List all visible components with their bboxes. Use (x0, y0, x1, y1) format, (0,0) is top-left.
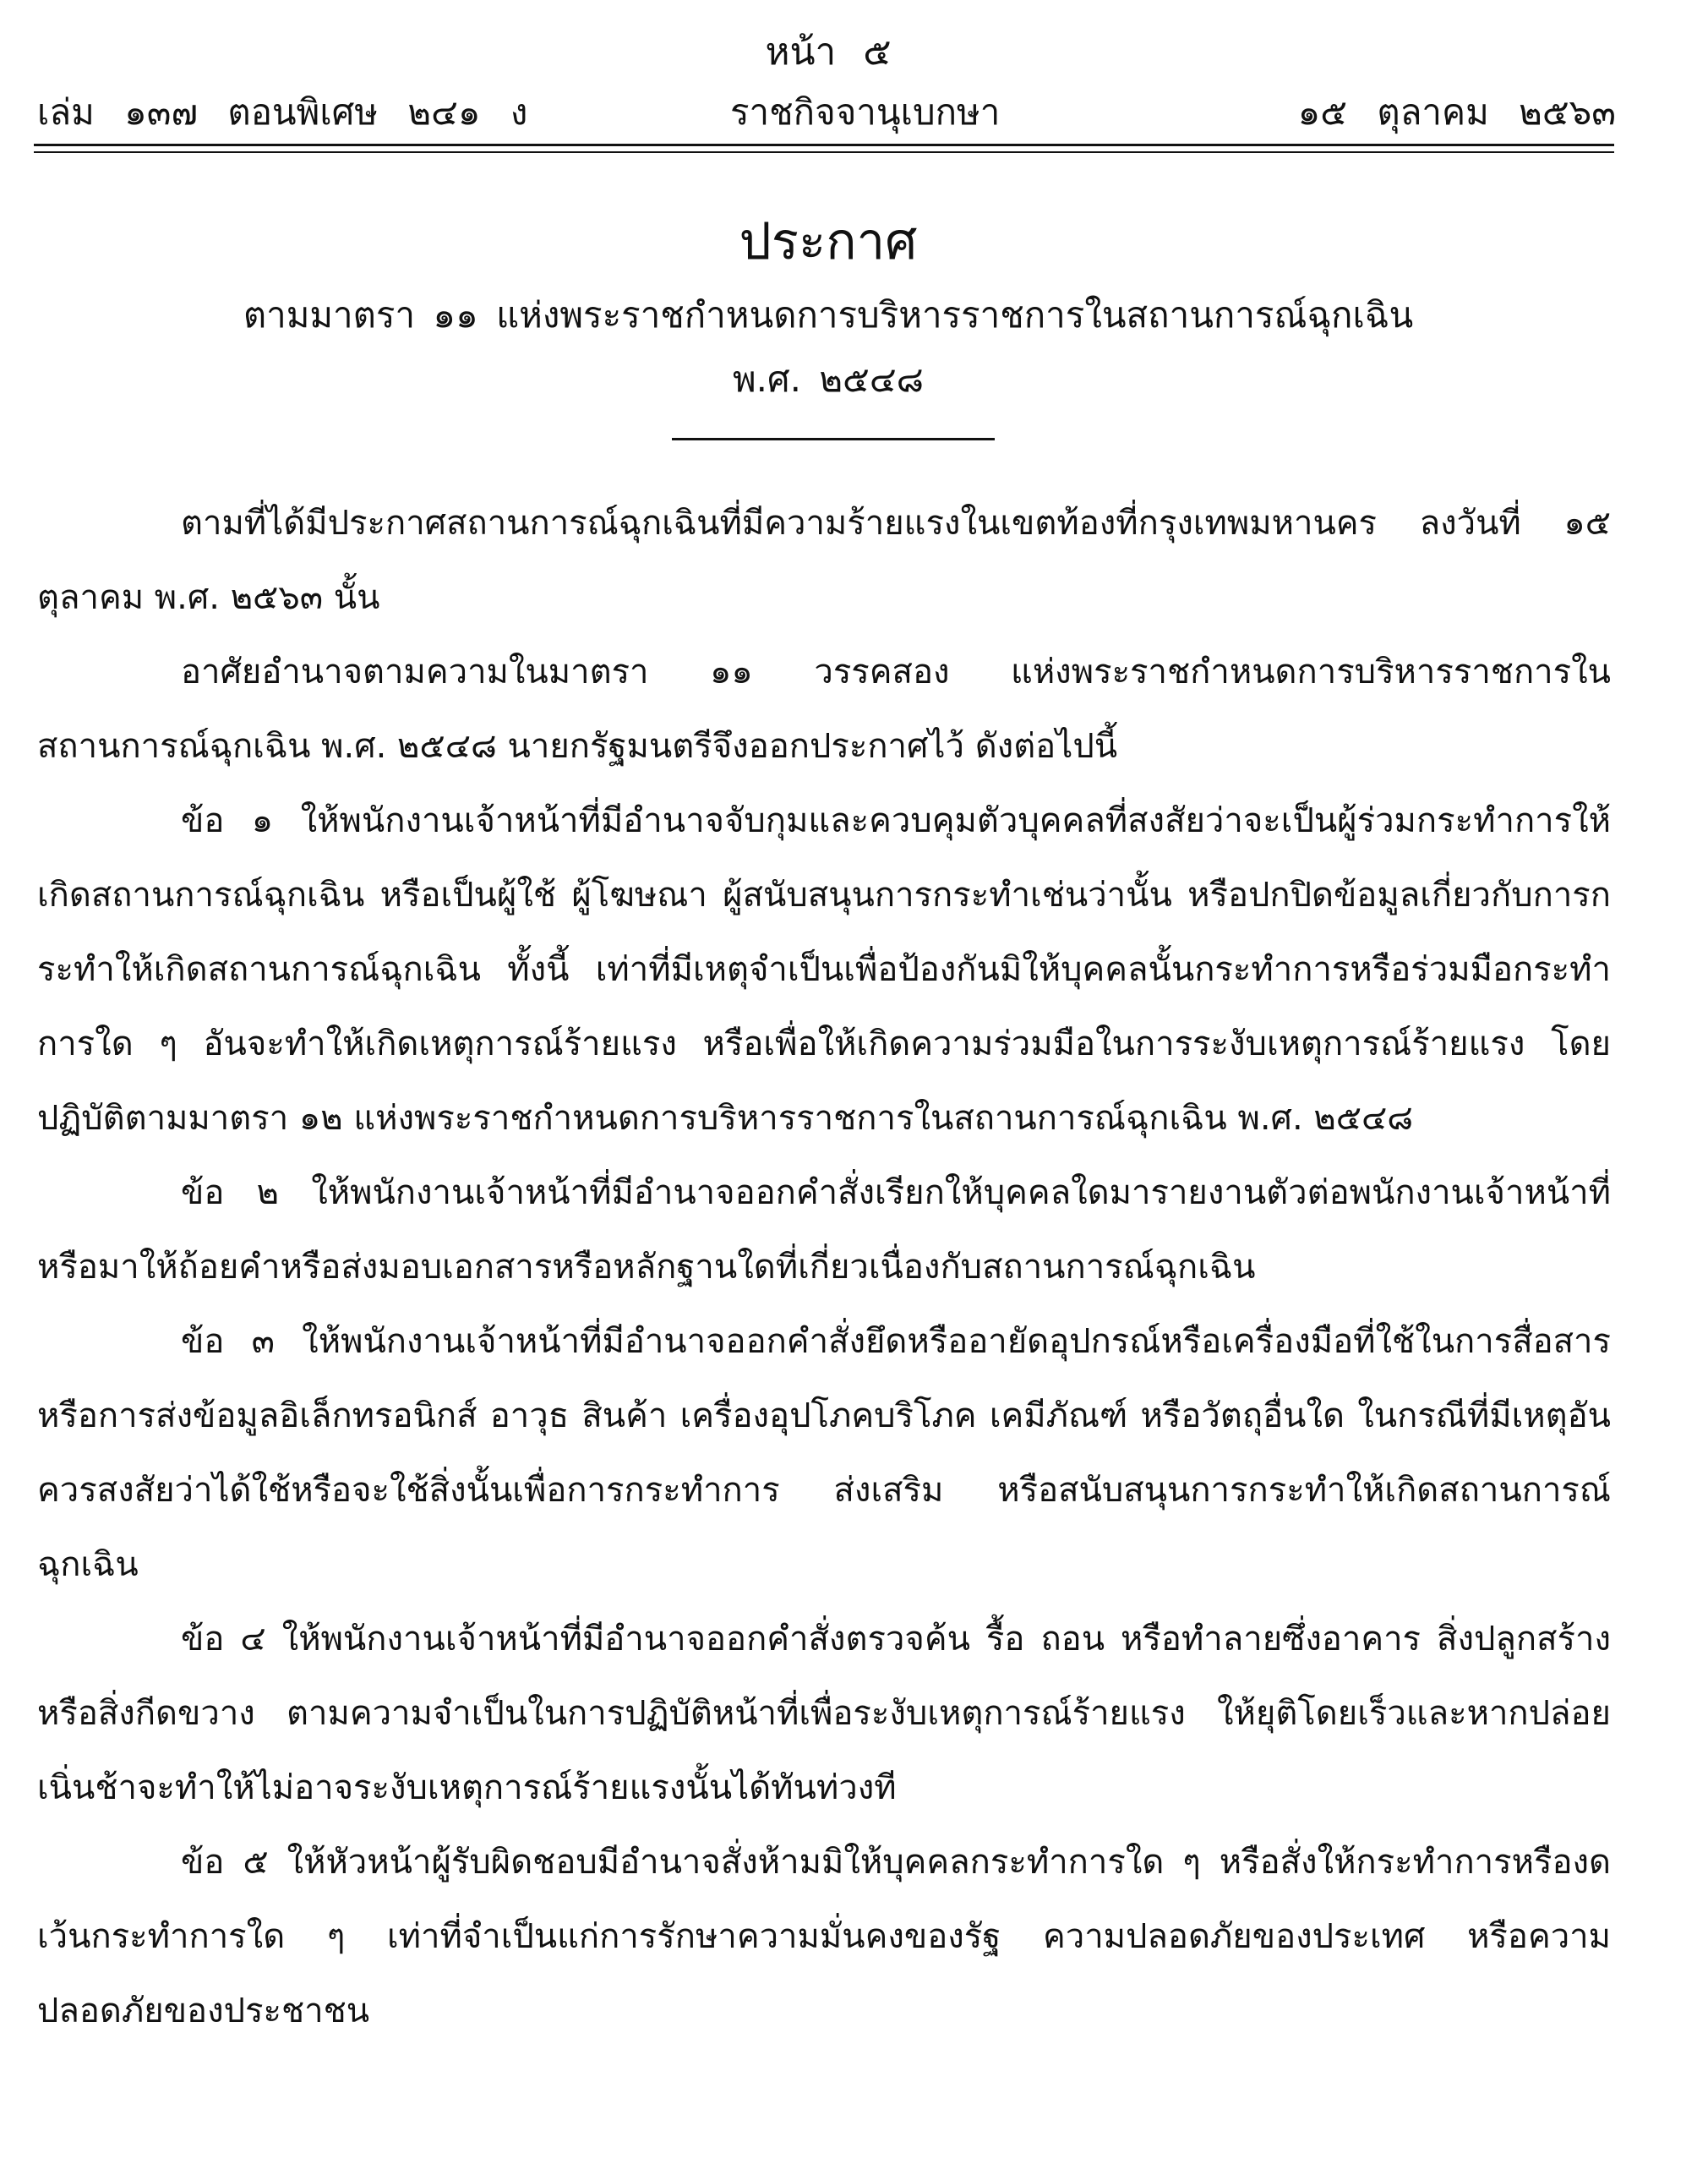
clause-5: ข้อ ๕ ให้หัวหน้าผู้รับผิดชอบมีอำนาจสั่งห้ามมิให้บุคคลกระทำการใด ๆ หรือสั่งให้กระทำการหรืองดเว้นกระทำการใด ๆ เท่าที่จำเป็นแก่การรักษาความมั่นคงของรัฐ ความปลอดภัยของประเทศ หรือความปลอดภัยของประชาชน (37, 1843, 1611, 2030)
clause-3: ข้อ ๓ ให้พนักงานเจ้าหน้าที่มีอำนาจออกคำสั่งยึดหรืออายัดอุปกรณ์หรือเครื่องมือที่ใช้ในการสื่อสารหรือการส่งข้อมูลอิเล็กทรอนิกส์ อาวุธ สินค้า เครื่องอุปโภคบริโภค เคมีภัณฑ์ หรือวัตถุอื่นใด ในกรณีที่มีเหตุอันควรสงสัยว่าได้ใช้หรือจะใช้สิ่งนั้นเพื่อการกระทำการ ส่งเสริม หรือสนับสนุนการกระทำให้เกิดสถานการณ์ฉุกเฉิน (37, 1322, 1611, 1584)
gazette-header (37, 85, 1616, 139)
paragraph-authority: อาศัยอำนาจตามความในมาตรา ๑๑ วรรคสอง แห่งพระราชกำหนดการบริหารราชการในสถานการณ์ฉุกเฉิน พ.ศ. ๒๕๔๘ นายกรัฐมนตรีจึงออกประกาศไว้ ดังต่อไปนี้ (37, 653, 1611, 766)
paragraph-preamble: ตามที่ได้มีประกาศสถานการณ์ฉุกเฉินที่มีความร้ายแรงในเขตท้องที่กรุงเทพมหานคร ลงวันที่ ๑๕ ตุลาคม พ.ศ. ๒๕๖๓ นั้น (37, 504, 1611, 617)
document-title: ประกาศ (739, 212, 918, 271)
document-body (37, 486, 1611, 2048)
clause-4: ข้อ ๔ ให้พนักงานเจ้าหน้าที่มีอำนาจออกคำสั่งตรวจค้น รื้อ ถอน หรือทำลายซึ่งอาคาร สิ่งปลูกสร้าง หรือสิ่งกีดขวาง ตามความจำเป็นในการปฏิบัติหน้าที่เพื่อระงับเหตุการณ์ร้ายแรง ให้ยุติโดยเร็วและหากปล่อยเนิ่นช้าจะทำให้ไม่อาจระงับเหตุการณ์ร้ายแรงนั้นได้ทันท่วงที (37, 1620, 1611, 1807)
publication-name: ราชกิจจานุเบกษา (730, 91, 1001, 133)
document-subtitle-year: พ.ศ. ๒๕๔๘ (732, 358, 925, 400)
volume-issue: เล่ม ๑๓๗ ตอนพิเศษ ๒๔๑ ง (37, 91, 528, 133)
document-subtitle: ตามมาตรา ๑๑ แห่งพระราชกำหนดการบริหารราชการในสถานการณ์ฉุกเฉิน (243, 294, 1414, 336)
clause-1: ข้อ ๑ ให้พนักงานเจ้าหน้าที่มีอำนาจจับกุมและควบคุมตัวบุคคลที่สงสัยว่าจะเป็นผู้ร่วมกระทำการให้เกิดสถานการณ์ฉุกเฉิน หรือเป็นผู้ใช้ ผู้โฆษณา ผู้สนับสนุนการกระทำเช่นว่านั้น หรือปกปิดข้อมูลเกี่ยวกับการกระทำให้เกิดสถานการณ์ฉุกเฉิน ทั้งนี้ เท่าที่มีเหตุจำเป็นเพื่อป้องกันมิให้บุคคลนั้นกระทำการหรือร่วมมือกระทำการใด ๆ อันจะทำให้เกิดเหตุการณ์ร้ายแรง หรือเพื่อให้เกิดความร่วมมือในการระงับเหตุการณ์ร้ายแรง โดยปฏิบัติตามมาตรา ๑๒ แห่งพระราชกำหนดการบริหารราชการในสถานการณ์ฉุกเฉิน พ.ศ. ๒๕๔๘ (37, 801, 1611, 1138)
header-divider (34, 144, 1614, 153)
title-divider (672, 438, 995, 440)
page-number: หน้า ๕ (765, 30, 892, 74)
publication-date: ๑๕ ตุลาคม ๒๕๖๓ (1297, 91, 1616, 133)
clause-2: ข้อ ๒ ให้พนักงานเจ้าหน้าที่มีอำนาจออกคำสั่งเรียกให้บุคคลใดมารายงานตัวต่อพนักงานเจ้าหน้าที่หรือมาให้ถ้อยคำหรือส่งมอบเอกสารหรือหลักฐานใดที่เกี่ยวเนื่องกับสถานการณ์ฉุกเฉิน (37, 1173, 1611, 1287)
